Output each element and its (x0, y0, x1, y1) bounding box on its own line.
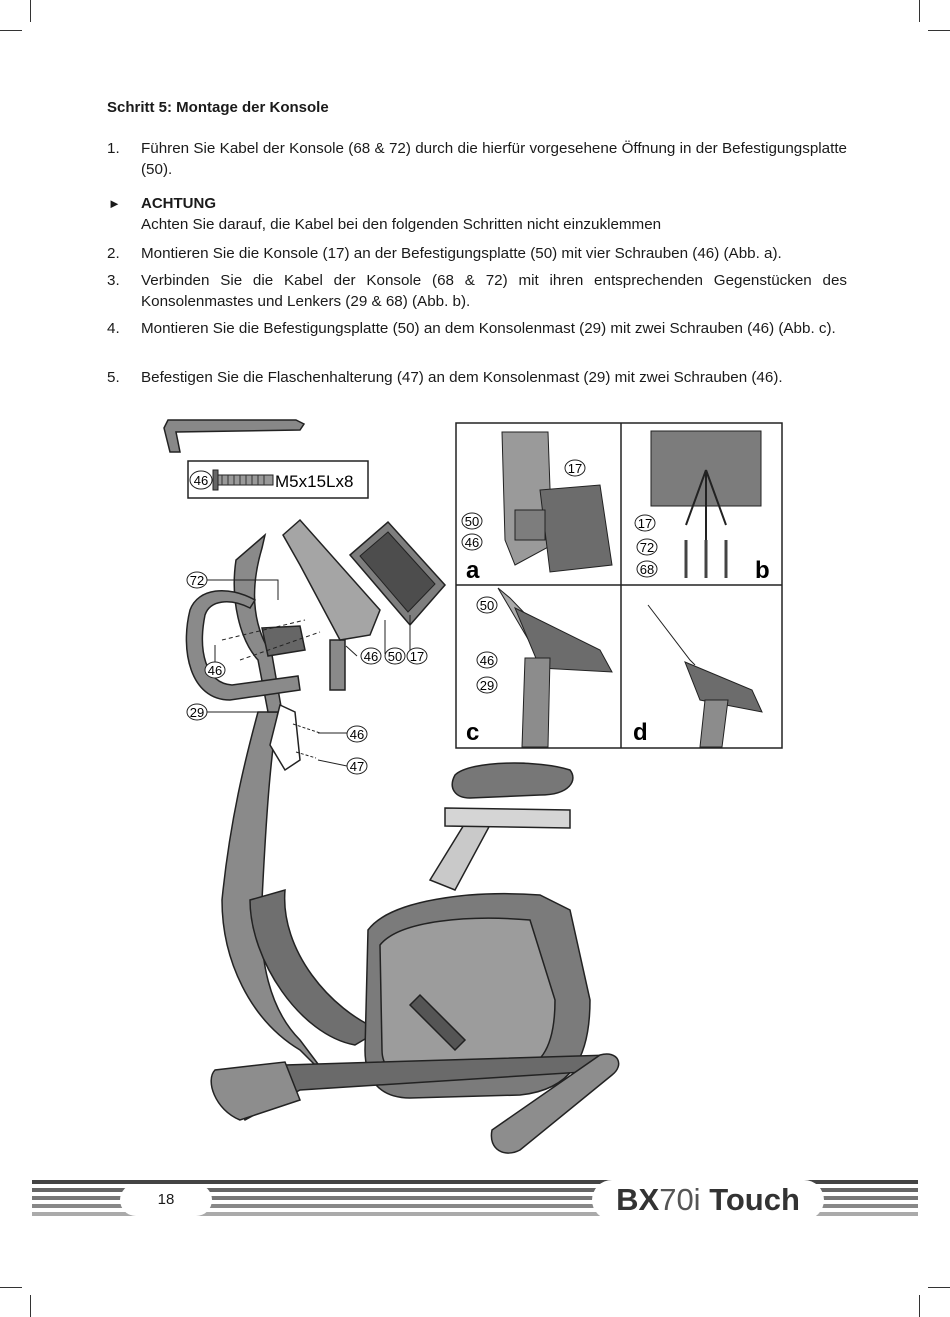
bottle-holder (270, 705, 320, 770)
panel-c-label-29: 29 (479, 678, 495, 693)
panel-c-letter: c (466, 719, 480, 746)
bike-frame (211, 712, 619, 1153)
callout-part-number: 46 (193, 473, 209, 488)
label-46: 46 (207, 663, 223, 678)
page-number: 18 (120, 1184, 212, 1216)
panel-b-letter: b (755, 557, 770, 584)
step-number: 2. (107, 245, 120, 262)
screw-callout (188, 461, 368, 498)
panel-c-label-50: 50 (479, 598, 495, 613)
step-text: Verbinden Sie die Kabel der Konsole (68 & 72) mit ihren entsprechenden Gegenstücken des Konsolenmastes und Lenkers (29 & 68) (Abb. b). (141, 272, 847, 310)
warning-title: ACHTUNG (141, 195, 216, 212)
label-17: 17 (409, 649, 425, 664)
panel-a-label-50: 50 (464, 514, 480, 529)
step-number: 3. (107, 272, 120, 289)
brand-logo (592, 1180, 824, 1220)
label-50: 50 (387, 649, 403, 664)
panel-b-label-68: 68 (639, 562, 655, 577)
step-text: Montieren Sie die Konsole (17) an der Befestigungsplatte (50) mit vier Schrauben (46) (Abb. a). (141, 245, 782, 262)
panel-b-label-17: 17 (637, 516, 653, 531)
panel-b-label-72: 72 (639, 540, 655, 555)
label-46: 46 (363, 649, 379, 664)
brand-model: 70i (659, 1182, 701, 1217)
panel-a-label-46: 46 (464, 535, 480, 550)
step-text: Befestigen Sie die Flaschenhalterung (47) an dem Konsolenmast (29) mit zwei Schrauben (46). (141, 369, 783, 386)
brand-bold: BX (616, 1182, 660, 1217)
warning-text: Achten Sie darauf, die Kabel bei den folgenden Schritten nicht einzuklemmen (141, 216, 662, 233)
panel-c-label-46: 46 (479, 653, 495, 668)
step-text: Führen Sie Kabel der Konsole (68 & 72) durch die hierfür vorgesehene Öffnung in der Befestigungsplatte (50). (141, 140, 847, 178)
section-heading: Schritt 5: Montage der Konsole (107, 99, 329, 116)
detail-panels (456, 423, 782, 748)
panel-d-letter: d (633, 719, 648, 746)
brand-suffix: Touch (700, 1182, 800, 1217)
label-72: 72 (189, 573, 205, 588)
panel-a-label-17: 17 (567, 461, 583, 476)
hex-key-icon (164, 420, 304, 452)
label-29: 29 (189, 705, 205, 720)
warning-arrow-icon: ► (108, 196, 121, 211)
step-number: 5. (107, 369, 120, 386)
step-number: 4. (107, 320, 120, 337)
step-text: Montieren Sie die Befestigungsplatte (50) an dem Konsolenmast (29) mit zwei Schrauben (46) (Abb. c). (141, 320, 836, 337)
panel-a-letter: a (466, 557, 480, 584)
step-number: 1. (107, 140, 120, 157)
label-47: 47 (349, 759, 365, 774)
label-46: 46 (349, 727, 365, 742)
callout-screw-spec: M5x15Lx8 (275, 472, 354, 491)
